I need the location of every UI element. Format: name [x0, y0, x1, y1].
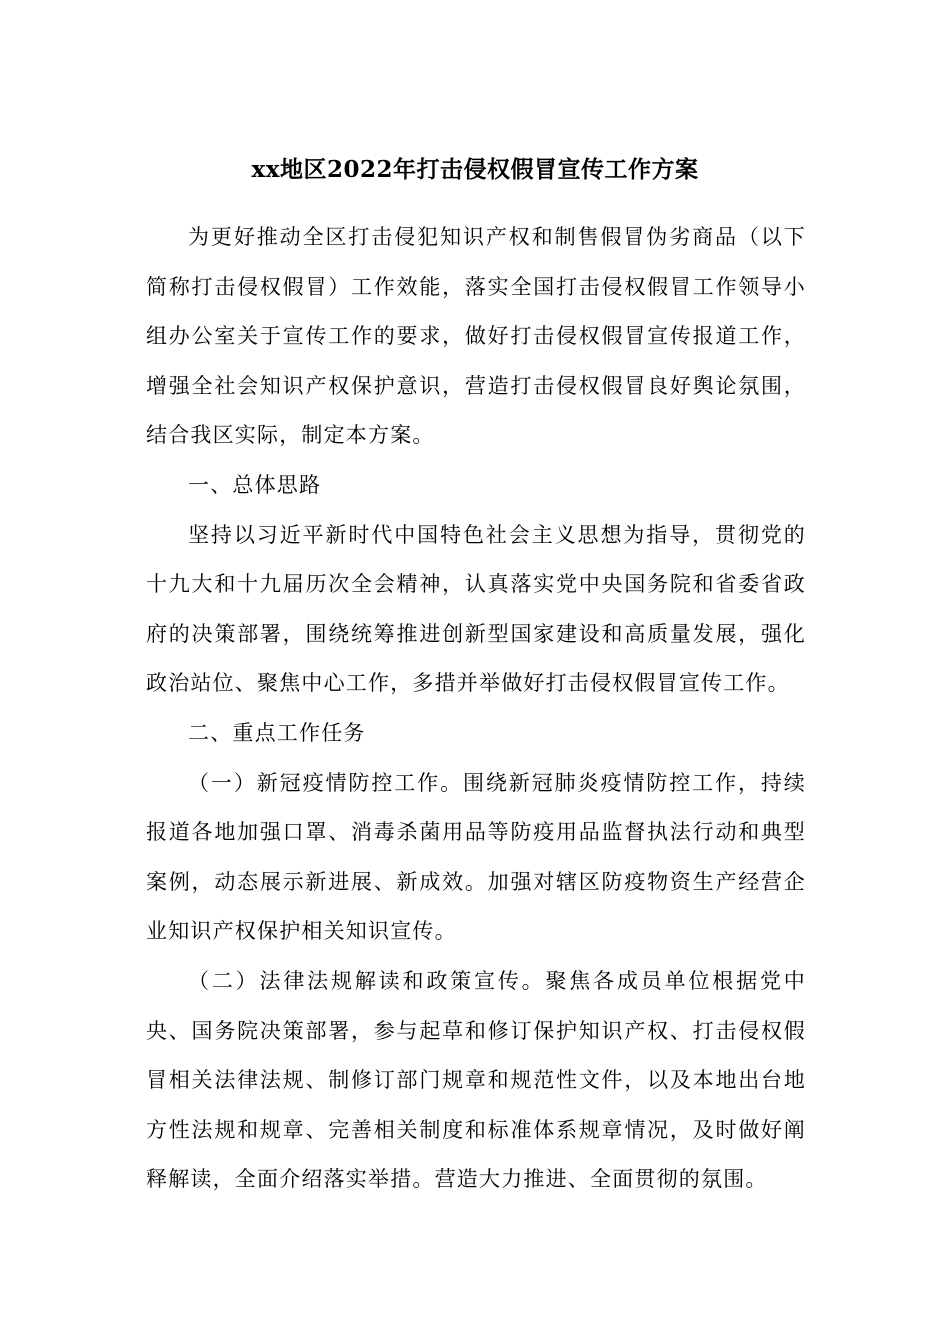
- document-body: [146, 213, 806, 1205]
- section-heading-overall-approach: 一、总体思路: [188, 472, 322, 497]
- task-item-law-interpretation: （二）法律法规解读和政策宣传。聚焦各成员单位根据党中央、国务院决策部署，参与起草和修订保护知识产权、打击侵权假冒相关法律法规、制修订部门规章和规范性文件，以及本地出台地方性法规和规章、完善相关制度和标准体系规章情况，及时做好阐释解读，全面介绍落实举措。营造大力推进、全面贯彻的氛围。: [146, 968, 806, 1192]
- document-title: xx地区2022年打击侵权假冒宣传工作方案: [251, 156, 699, 183]
- section-heading-key-tasks: 二、重点工作任务: [188, 720, 366, 745]
- intro-paragraph: 为更好推动全区打击侵犯知识产权和制售假冒伪劣商品（以下简称打击侵权假冒）工作效能，落实全国打击侵权假冒工作领导小组办公室关于宣传工作的要求，做好打击侵权假冒宣传报道工作，增强全社会知识产权保护意识，营造打击侵权假冒良好舆论氛围，结合我区实际，制定本方案。: [146, 225, 806, 448]
- section-overall-approach-paragraph: 坚持以习近平新时代中国特色社会主义思想为指导，贯彻党的十九大和十九届历次全会精神，认真落实党中央国务院和省委省政府的决策部署，围绕统筹推进创新型国家建设和高质量发展，强化政治站位、聚焦中心工作，多措并举做好打击侵权假冒宣传工作。: [146, 522, 806, 696]
- task-item-epidemic-control: （一）新冠疫情防控工作。围绕新冠肺炎疫情防控工作，持续报道各地加强口罩、消毒杀菌用品等防疫用品监督执法行动和典型案例，动态展示新进展、新成效。加强对辖区防疫物资生产经营企业知识产权保护相关知识宣传。: [146, 770, 806, 944]
